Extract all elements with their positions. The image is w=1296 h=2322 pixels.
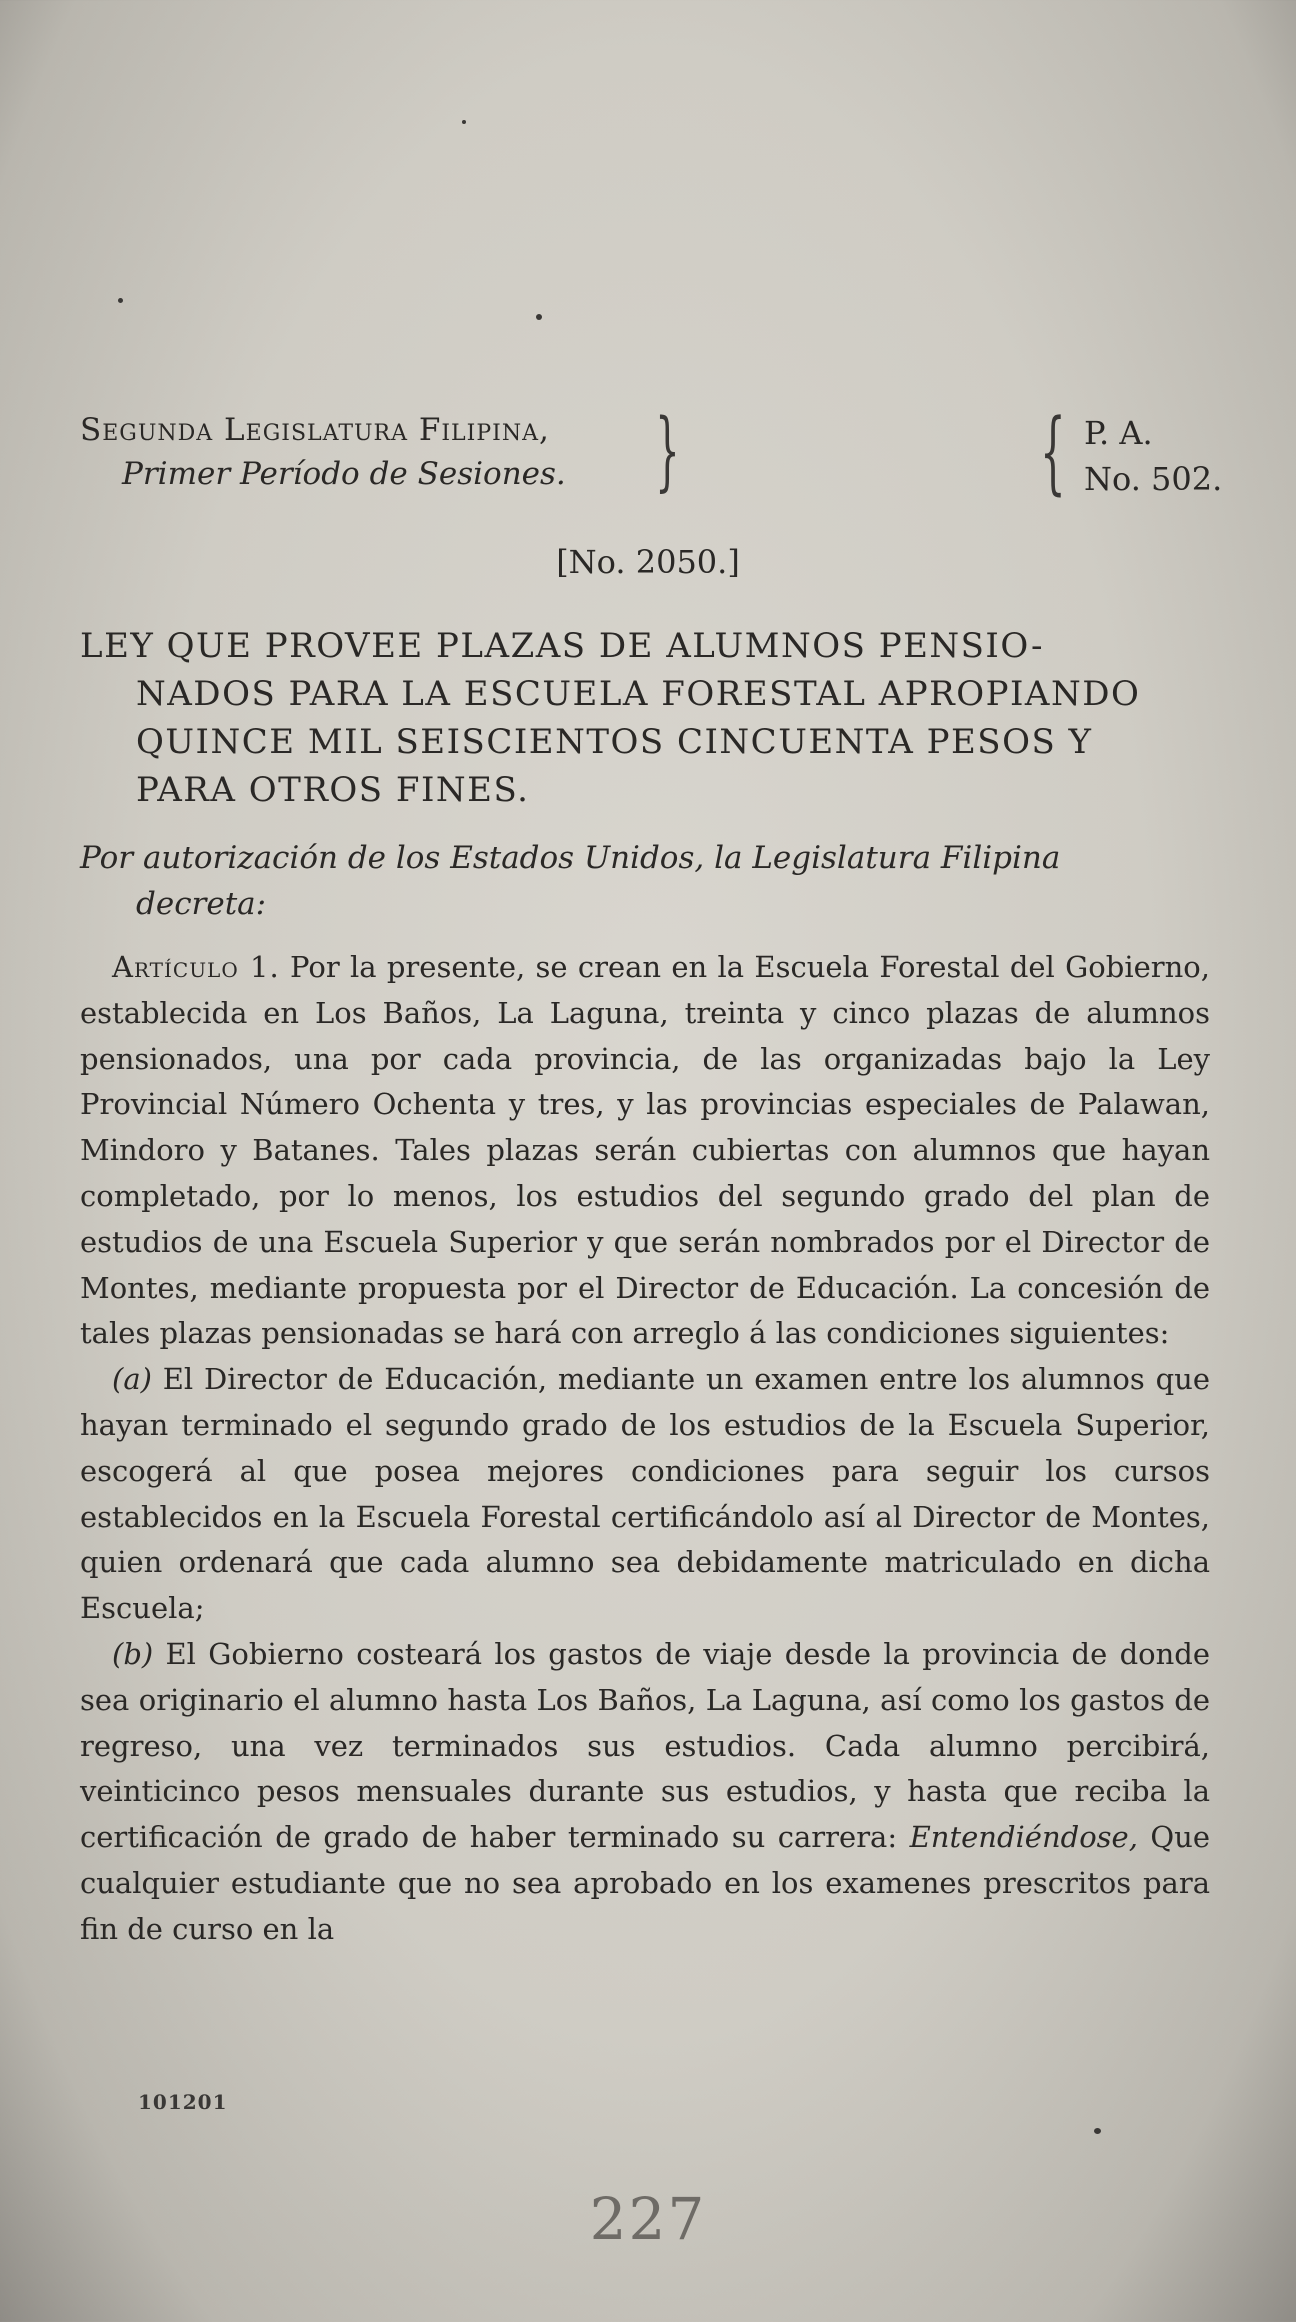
clause-paragraph [80, 1357, 1210, 1632]
session-name: Primer Período de Sesiones. [122, 456, 566, 492]
proviso-word: Entendiéndose, [909, 1820, 1138, 1855]
clause-label: (a) [112, 1362, 152, 1397]
enacting-clause [80, 835, 1210, 927]
right-brace-icon: } [655, 401, 680, 501]
bill-reference [1040, 400, 1296, 505]
page-number: 227 [589, 2185, 707, 2253]
title-line: PARA OTROS FINES. [136, 770, 530, 810]
clause-paragraph [80, 1632, 1210, 1953]
bill-number: No. 502. [1084, 460, 1223, 498]
clause-text: El Director de Educación, mediante un examen entre los alumnos que hayan terminado el segundo grado de los estudios de la Escuela Superior, escogerá al que posea mejores condiciones para seguir los cursos establecidos en la Escuela Forestal certificándolo así al Director de Montes, quien ordenará que cada alumno sea debidamente matriculado en dicha Escuela; [80, 1362, 1211, 1626]
law-number: [No. 2050.] [556, 543, 740, 581]
article-text: Por la presente, se crean en la Escuela Forestal del Gobierno, establecida en Los Baños, La Laguna, treinta y cinco plazas de alumnos pensionados, una por cada provincia, de las organizadas bajo la Ley Provincial Número Ochenta y tres, y las provincias especiales de Palawan, Mindoro y Batanes. Tales plazas serán cubiertas con alumnos que hayan completado, por lo menos, los estudios del segundo grado del plan de estudios de una Escuela Superior y que serán nombrados por el Director de Montes, mediante propuesta por el Director de Educación. La concesión de tales plazas pensionadas se hará con arreglo á las condiciones siguientes: [80, 950, 1210, 1351]
enacting-line: decreta: [136, 886, 267, 922]
clause-text: Que cualquier estudiante que no sea aprobado en los examenes prescritos para fin de curso en la [80, 1820, 1211, 1946]
left-brace-icon: { [1040, 400, 1066, 505]
title-line: LEY QUE PROVEE PLAZAS DE ALUMNOS PENSIO- [80, 626, 1044, 666]
title-line: QUINCE MIL SEISCIENTOS CINCUENTA PESOS Y [136, 722, 1093, 762]
legislature-header [80, 401, 680, 501]
legislature-name: Segunda Legislatura Filipina, [80, 412, 550, 448]
clause-label: (b) [112, 1636, 154, 1671]
paper-speck [536, 314, 542, 320]
print-code: 101201 [138, 2090, 228, 2114]
clause-text: El Gobierno costeará los gastos de viaje desde la provincia de donde sea originario el alumno hasta Los Baños, La Laguna, así como los gastos de regreso, una vez terminados sus estudios. Cada alumno percibirá, veinticinco pesos mensuales durante sus estudios, y hasta que reciba la certificación de grado de haber terminado su carrera: [80, 1636, 1211, 1855]
bill-prefix: P. A. [1084, 414, 1153, 452]
article-paragraph [80, 945, 1210, 1357]
law-body [80, 945, 1210, 1953]
title-line: NADOS PARA LA ESCUELA FORESTAL APROPIANDO [136, 674, 1141, 714]
paper-speck [462, 120, 466, 124]
law-title [80, 622, 1210, 814]
enacting-line: Por autorización de los Estados Unidos, la Legislatura Filipina [80, 840, 1061, 876]
article-label: Artículo 1. [112, 950, 280, 984]
paper-speck [118, 298, 123, 303]
paper-speck [1094, 2128, 1101, 2134]
